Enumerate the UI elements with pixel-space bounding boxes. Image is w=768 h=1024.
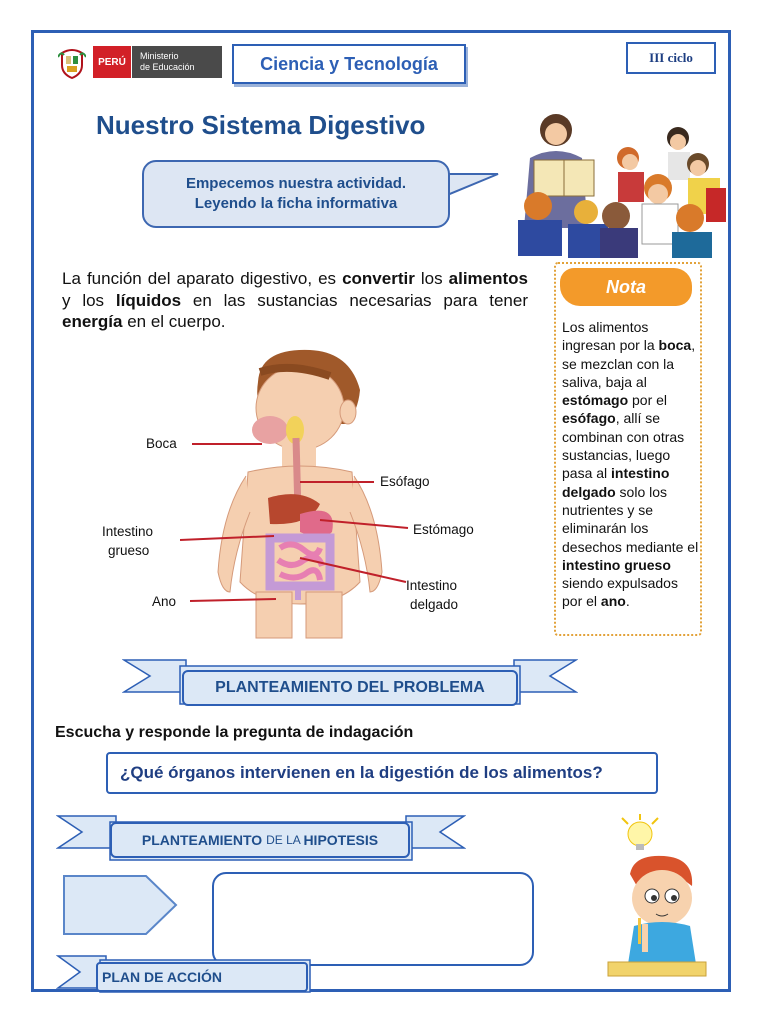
intro-bold: convertir <box>342 269 415 288</box>
note-bold: ano <box>600 593 626 610</box>
ministry-line-1: Ministerio <box>140 51 179 61</box>
bubble-line-2: Leyendo la ficha informativa <box>194 195 398 212</box>
thinking-boy-illustration <box>604 814 710 984</box>
teacher-reading-illustration <box>508 108 734 258</box>
label-estomago: Estómago <box>413 522 474 537</box>
hypothesis-title-part: HIPOTESIS <box>303 832 379 848</box>
diagram-pointer-lines <box>180 440 430 610</box>
page-title: Nuestro Sistema Digestivo <box>96 110 426 140</box>
note-bold: intestino delgado <box>562 465 670 500</box>
inquiry-question: ¿Qué órganos intervienen en la digestión de los alimentos? <box>106 752 658 794</box>
intro-text: La función del aparato digestivo, es <box>62 269 343 288</box>
subject-title: Ciencia y Tecnología <box>232 44 466 84</box>
note-text-part: , se mezclan con la saliva, baja al <box>562 337 696 390</box>
note-text-part: Los alimentos ingresan por la <box>562 319 659 354</box>
note-text <box>562 318 700 611</box>
intro-bold: energía <box>62 312 123 331</box>
hypothesis-section-title <box>110 822 410 858</box>
note-text-part: por el <box>628 392 668 409</box>
note-text-part: siendo expulsados por el <box>562 575 678 610</box>
intro-bold: alimentos <box>448 269 528 288</box>
note-bold: boca <box>658 337 692 354</box>
problem-section-title: PLANTEAMIENTO DEL PROBLEMA <box>182 670 518 706</box>
hypothesis-answer-box[interactable] <box>212 872 534 966</box>
note-text-part: solo los nutrientes y se eliminarán los desechos mediante el <box>562 483 699 555</box>
bubble-line-1: Empecemos nuestra actividad. <box>185 175 407 192</box>
label-ano: Ano <box>152 594 177 609</box>
note-bold: esófago <box>562 410 616 427</box>
intro-paragraph <box>62 268 528 333</box>
note-text-part: . <box>625 593 630 610</box>
label-intestino-delgado-line-1: Intestino <box>406 578 458 593</box>
intro-text: los <box>414 269 449 288</box>
ministry-line-2: de Educación <box>140 62 195 72</box>
note-bold: intestino grueso <box>562 556 671 573</box>
intro-text: y los <box>62 290 116 310</box>
peru-badge: PERÚ <box>93 46 131 78</box>
cycle-badge: III ciclo <box>626 42 716 74</box>
note-tag: Nota <box>560 268 692 306</box>
intro-bold: líquidos <box>115 290 182 310</box>
hypothesis-title-part: DE LA <box>266 833 304 847</box>
ministry-logo <box>132 46 222 78</box>
label-boca: Boca <box>146 436 177 451</box>
label-esofago: Esófago <box>380 474 430 489</box>
intro-text: en las sustancias necesarias para tener <box>181 290 528 310</box>
label-intestino-grueso-line-1: Intestino <box>102 524 154 539</box>
action-plan-title: PLAN DE ACCIÓN <box>96 962 308 992</box>
peru-coat-of-arms-icon <box>58 47 86 79</box>
hypothesis-title-part: PLANTEAMIENTO <box>141 832 267 848</box>
intro-text: en el cuerpo. <box>122 312 226 331</box>
label-intestino-grueso <box>102 522 153 560</box>
inquiry-prompt: Escucha y responde la pregunta de indagación <box>55 724 414 741</box>
label-intestino-grueso-line-2: grueso <box>108 543 150 558</box>
note-text-part: , allí se combinan con otras sustancias, luego pasa al <box>562 410 685 482</box>
speech-bubble <box>142 160 450 228</box>
note-bold: estómago <box>562 392 629 409</box>
label-intestino-delgado <box>406 576 458 614</box>
label-intestino-delgado-line-2: delgado <box>410 597 459 612</box>
arrow-shape <box>62 874 178 936</box>
